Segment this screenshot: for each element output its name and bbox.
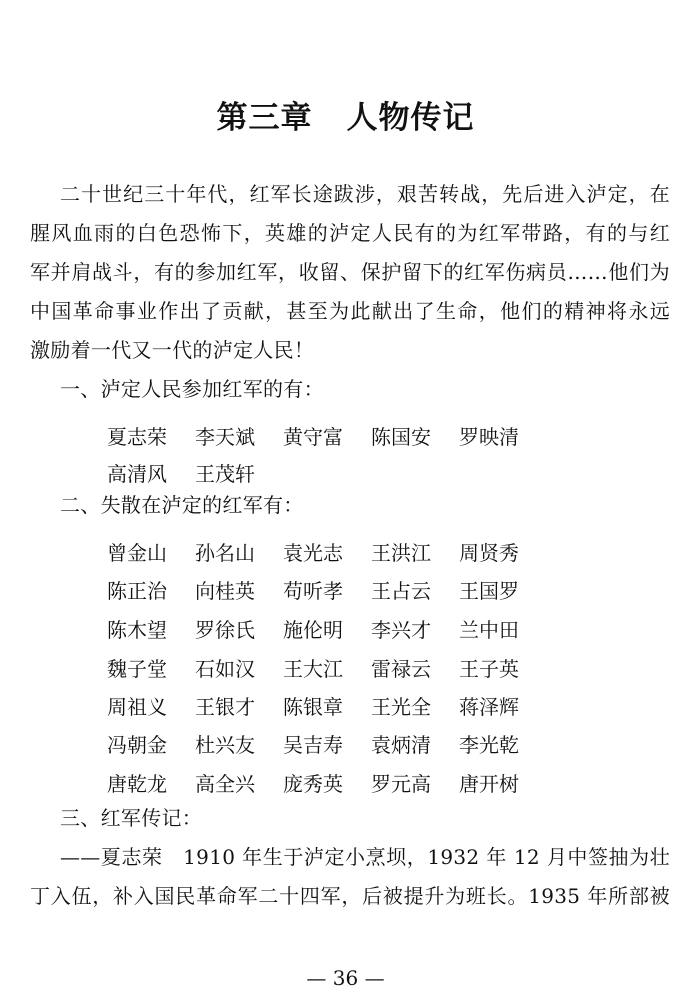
chapter-name: 人物传记 (346, 100, 475, 136)
intro-line-2: 腥风血雨的白色恐怖下，英雄的泸定人民有的为红军带路，有的与红 (30, 221, 670, 245)
person-name: 王茂轩 (195, 462, 255, 486)
person-name: 庞秀英 (283, 772, 343, 796)
person-name: 施伦明 (283, 618, 343, 642)
bio-line-2: 丁入伍，补入国民革命军二十四军，后被提升为班长。1935 年所部被 (30, 884, 670, 908)
person-name: 石如汉 (195, 657, 255, 681)
bio-line-1: ——夏志荣 1910 年生于泸定小烹坝，1932 年 12 月中签抽为壮 (60, 845, 670, 869)
person-name: 高全兴 (195, 772, 255, 796)
section1-heading: 一、泸定人民参加红军的有： (60, 377, 324, 401)
person-name: 周贤秀 (459, 541, 519, 565)
intro-line-5: 激励着一代又一代的泸定人民！ (30, 338, 315, 362)
person-name: 王大江 (283, 657, 343, 681)
person-name: 吴吉寿 (283, 733, 343, 757)
section2-row-4 (107, 653, 547, 679)
person-name: 唐开树 (459, 772, 519, 796)
person-name: 魏子堂 (107, 657, 167, 681)
person-name: 杜兴友 (195, 733, 255, 757)
person-name: 苟听孝 (283, 579, 343, 603)
person-name: 雷禄云 (371, 657, 431, 681)
section2-row-5 (107, 691, 547, 717)
person-name: 王占云 (371, 579, 431, 603)
section2-row-1 (107, 537, 547, 563)
person-name: 黄守富 (283, 425, 343, 449)
person-name: 夏志荣 (107, 425, 167, 449)
person-name: 高清风 (107, 462, 167, 486)
person-name: 王银才 (195, 695, 255, 719)
section2-row-2 (107, 575, 547, 601)
chapter-title (0, 92, 691, 137)
person-name: 陈正治 (107, 579, 167, 603)
person-name: 罗映清 (459, 425, 519, 449)
person-name: 孙名山 (195, 541, 255, 565)
person-name: 王洪江 (371, 541, 431, 565)
person-name: 陈银章 (283, 695, 343, 719)
page-number: — 36 — (306, 966, 385, 990)
person-name: 周祖义 (107, 695, 167, 719)
person-name: 李天斌 (195, 425, 255, 449)
person-name: 唐乾龙 (107, 772, 167, 796)
intro-line-3: 军并肩战斗，有的参加红军，收留、保护留下的红军伤病员……他们为 (30, 260, 670, 284)
section1-row-1 (107, 421, 547, 447)
person-name: 兰中田 (459, 618, 519, 642)
person-name: 蒋泽辉 (459, 695, 519, 719)
section2-row-7 (107, 768, 547, 794)
section2-heading: 二、失散在泸定的红军有： (60, 493, 304, 517)
section2-row-6 (107, 729, 547, 755)
person-name: 王光全 (371, 695, 431, 719)
intro-line-1: 二十世纪三十年代，红军长途跋涉，艰苦转战，先后进入泸定，在 (60, 182, 670, 206)
person-name: 袁光志 (283, 541, 343, 565)
person-name: 罗元高 (371, 772, 431, 796)
section3-heading: 三、红军传记： (60, 806, 203, 830)
person-name: 李光乾 (459, 733, 519, 757)
intro-line-4: 中国革命事业作出了贡献，甚至为此献出了生命，他们的精神将永远 (30, 299, 670, 323)
chapter-number: 第三章 (216, 100, 313, 136)
section1-row-2 (107, 458, 283, 484)
person-name: 陈木望 (107, 618, 167, 642)
person-name: 冯朝金 (107, 733, 167, 757)
person-name: 王国罗 (459, 579, 519, 603)
person-name: 向桂英 (195, 579, 255, 603)
section2-row-3 (107, 614, 547, 640)
person-name: 袁炳清 (371, 733, 431, 757)
person-name: 曾金山 (107, 541, 167, 565)
person-name: 李兴才 (371, 618, 431, 642)
person-name: 王子英 (459, 657, 519, 681)
person-name: 罗徐氏 (195, 618, 255, 642)
person-name: 陈国安 (371, 425, 431, 449)
